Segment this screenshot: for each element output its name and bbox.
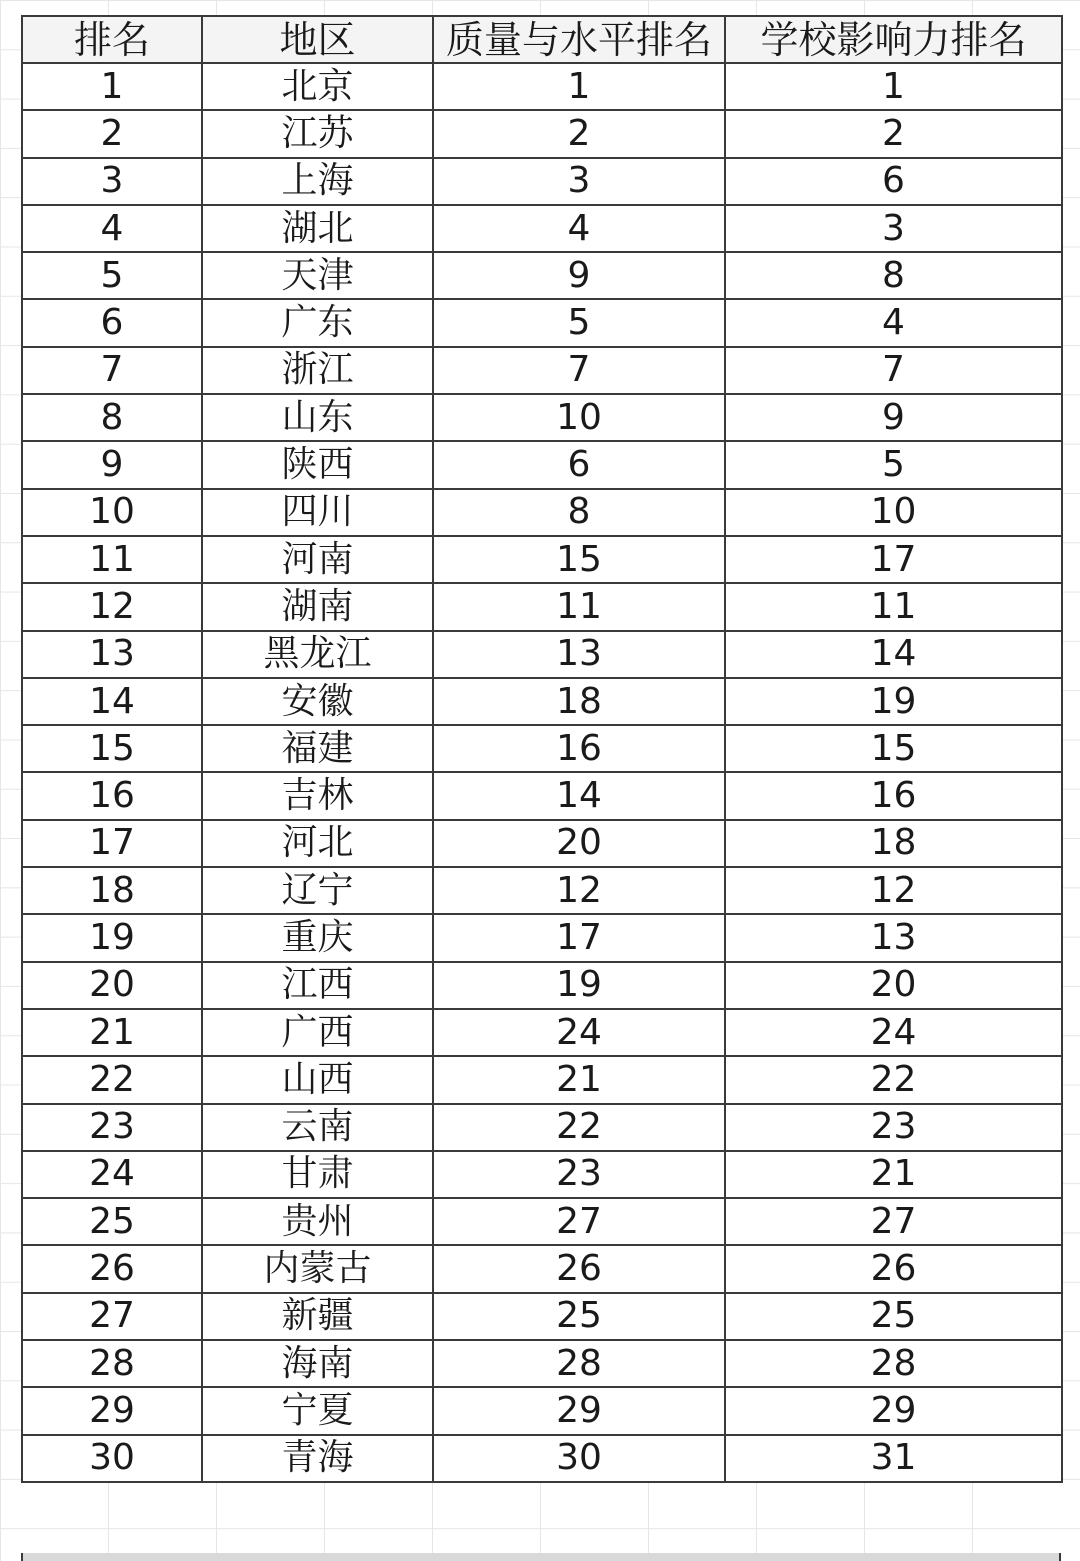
cell-influence-rank[interactable]: 4	[725, 299, 1062, 346]
table-row	[22, 631, 1062, 678]
cell-region[interactable]: 江西	[202, 962, 433, 1009]
table-row	[22, 1245, 1062, 1292]
cell-influence-rank[interactable]: 3	[725, 205, 1062, 252]
table-row	[22, 820, 1062, 867]
cell-influence-rank[interactable]: 21	[725, 1151, 1062, 1198]
cell-rank[interactable]: 30	[22, 1435, 202, 1482]
cell-influence-rank[interactable]: 22	[725, 1056, 1062, 1103]
cell-rank[interactable]: 22	[22, 1056, 202, 1103]
cell-rank[interactable]: 29	[22, 1387, 202, 1434]
table-row	[22, 725, 1062, 772]
cell-rank[interactable]: 13	[22, 631, 202, 678]
table-row	[22, 536, 1062, 583]
table-header	[22, 16, 1062, 63]
cell-rank[interactable]: 18	[22, 867, 202, 914]
cell-influence-rank[interactable]: 6	[725, 158, 1062, 205]
cell-quality-rank[interactable]: 21	[433, 1056, 725, 1103]
cell-region[interactable]: 新疆	[202, 1293, 433, 1340]
cell-influence-rank[interactable]: 29	[725, 1387, 1062, 1434]
cell-influence-rank[interactable]: 18	[725, 820, 1062, 867]
cell-quality-rank[interactable]: 26	[433, 1245, 725, 1292]
cell-influence-rank[interactable]: 27	[725, 1198, 1062, 1245]
cell-influence-rank[interactable]: 12	[725, 867, 1062, 914]
table-row	[22, 1056, 1062, 1103]
cell-region[interactable]: 湖南	[202, 583, 433, 630]
cell-quality-rank[interactable]: 6	[433, 441, 725, 488]
cell-quality-rank[interactable]: 4	[433, 205, 725, 252]
cell-region[interactable]: 浙江	[202, 347, 433, 394]
table-row	[22, 394, 1062, 441]
cell-quality-rank[interactable]: 17	[433, 914, 725, 961]
table-row	[22, 1009, 1062, 1056]
cell-influence-rank[interactable]: 1	[725, 63, 1062, 110]
cell-rank[interactable]: 21	[22, 1009, 202, 1056]
header-region[interactable]: 地区	[202, 16, 433, 63]
cell-rank[interactable]: 1	[22, 63, 202, 110]
cell-rank[interactable]: 2	[22, 110, 202, 157]
cell-region[interactable]: 广东	[202, 299, 433, 346]
cell-quality-rank[interactable]: 16	[433, 725, 725, 772]
cell-influence-rank[interactable]: 23	[725, 1104, 1062, 1151]
cell-rank[interactable]: 14	[22, 678, 202, 725]
cell-influence-rank[interactable]: 2	[725, 110, 1062, 157]
cell-region[interactable]: 陕西	[202, 441, 433, 488]
cell-influence-rank[interactable]: 24	[725, 1009, 1062, 1056]
cell-influence-rank[interactable]: 17	[725, 536, 1062, 583]
table-row	[22, 914, 1062, 961]
table-row	[22, 1435, 1062, 1482]
cell-quality-rank[interactable]: 20	[433, 820, 725, 867]
table-row	[22, 583, 1062, 630]
cell-quality-rank[interactable]: 22	[433, 1104, 725, 1151]
cell-quality-rank[interactable]: 11	[433, 583, 725, 630]
cell-rank[interactable]: 8	[22, 394, 202, 441]
cell-rank[interactable]: 10	[22, 489, 202, 536]
table-row	[22, 678, 1062, 725]
cell-rank[interactable]: 9	[22, 441, 202, 488]
cell-rank[interactable]: 26	[22, 1245, 202, 1292]
cell-region[interactable]: 广西	[202, 1009, 433, 1056]
cell-quality-rank[interactable]: 8	[433, 489, 725, 536]
cell-quality-rank[interactable]: 28	[433, 1340, 725, 1387]
table-row	[22, 252, 1062, 299]
cell-rank[interactable]: 27	[22, 1293, 202, 1340]
cell-rank[interactable]: 28	[22, 1340, 202, 1387]
cell-region[interactable]: 内蒙古	[202, 1245, 433, 1292]
cell-influence-rank[interactable]: 19	[725, 678, 1062, 725]
cell-influence-rank[interactable]: 8	[725, 252, 1062, 299]
table-row	[22, 205, 1062, 252]
table-row	[22, 489, 1062, 536]
cell-quality-rank[interactable]: 7	[433, 347, 725, 394]
table-row	[22, 867, 1062, 914]
cell-region[interactable]: 黑龙江	[202, 631, 433, 678]
cell-rank[interactable]: 4	[22, 205, 202, 252]
cell-rank[interactable]: 11	[22, 536, 202, 583]
header-quality-rank[interactable]: 质量与水平排名	[433, 16, 725, 63]
cell-region[interactable]: 青海	[202, 1435, 433, 1482]
cell-region[interactable]: 山东	[202, 394, 433, 441]
cell-rank[interactable]: 12	[22, 583, 202, 630]
cell-quality-rank[interactable]: 19	[433, 962, 725, 1009]
cell-region[interactable]: 宁夏	[202, 1387, 433, 1434]
cell-quality-rank[interactable]: 25	[433, 1293, 725, 1340]
cell-rank[interactable]: 23	[22, 1104, 202, 1151]
cell-quality-rank[interactable]: 10	[433, 394, 725, 441]
cell-rank[interactable]: 25	[22, 1198, 202, 1245]
table-row	[22, 299, 1062, 346]
cell-influence-rank[interactable]: 15	[725, 725, 1062, 772]
cell-rank[interactable]: 16	[22, 772, 202, 819]
cell-quality-rank[interactable]: 13	[433, 631, 725, 678]
cell-region[interactable]: 上海	[202, 158, 433, 205]
table-row	[22, 962, 1062, 1009]
cell-region[interactable]: 江苏	[202, 110, 433, 157]
table-row	[22, 158, 1062, 205]
header-rank[interactable]: 排名	[22, 16, 202, 63]
cell-rank[interactable]: 6	[22, 299, 202, 346]
table-row	[22, 347, 1062, 394]
cell-rank[interactable]: 5	[22, 252, 202, 299]
cell-quality-rank[interactable]: 15	[433, 536, 725, 583]
cell-influence-rank[interactable]: 28	[725, 1340, 1062, 1387]
cell-quality-rank[interactable]: 23	[433, 1151, 725, 1198]
cell-quality-rank[interactable]: 24	[433, 1009, 725, 1056]
cell-quality-rank[interactable]: 27	[433, 1198, 725, 1245]
cell-influence-rank[interactable]: 9	[725, 394, 1062, 441]
cell-quality-rank[interactable]: 30	[433, 1435, 725, 1482]
cell-quality-rank[interactable]: 2	[433, 110, 725, 157]
cell-region[interactable]: 福建	[202, 725, 433, 772]
cell-quality-rank[interactable]: 12	[433, 867, 725, 914]
table-row	[22, 441, 1062, 488]
next-row-strip	[21, 1553, 1061, 1561]
cell-quality-rank[interactable]: 29	[433, 1387, 725, 1434]
cell-influence-rank[interactable]: 13	[725, 914, 1062, 961]
cell-rank[interactable]: 20	[22, 962, 202, 1009]
cell-influence-rank[interactable]: 5	[725, 441, 1062, 488]
table-row	[22, 110, 1062, 157]
ranking-table	[21, 15, 1063, 1483]
cell-influence-rank[interactable]: 16	[725, 772, 1062, 819]
cell-quality-rank[interactable]: 18	[433, 678, 725, 725]
cell-quality-rank[interactable]: 14	[433, 772, 725, 819]
cell-influence-rank[interactable]: 25	[725, 1293, 1062, 1340]
table-row	[22, 1151, 1062, 1198]
cell-region[interactable]: 海南	[202, 1340, 433, 1387]
cell-rank[interactable]: 3	[22, 158, 202, 205]
header-row	[22, 16, 1062, 63]
cell-region[interactable]: 云南	[202, 1104, 433, 1151]
cell-rank[interactable]: 7	[22, 347, 202, 394]
table-row	[22, 63, 1062, 110]
cell-region[interactable]: 河北	[202, 820, 433, 867]
cell-region[interactable]: 天津	[202, 252, 433, 299]
spreadsheet-area	[21, 15, 1061, 1483]
cell-influence-rank[interactable]: 11	[725, 583, 1062, 630]
table-row	[22, 772, 1062, 819]
table-row	[22, 1198, 1062, 1245]
cell-region[interactable]: 湖北	[202, 205, 433, 252]
table-row	[22, 1340, 1062, 1387]
cell-rank[interactable]: 24	[22, 1151, 202, 1198]
cell-region[interactable]: 安徽	[202, 678, 433, 725]
table-row	[22, 1104, 1062, 1151]
cell-quality-rank[interactable]: 1	[433, 63, 725, 110]
cell-influence-rank[interactable]: 7	[725, 347, 1062, 394]
cell-region[interactable]: 四川	[202, 489, 433, 536]
table-row	[22, 1293, 1062, 1340]
cell-region[interactable]: 吉林	[202, 772, 433, 819]
cell-influence-rank[interactable]: 26	[725, 1245, 1062, 1292]
cell-influence-rank[interactable]: 31	[725, 1435, 1062, 1482]
cell-quality-rank[interactable]: 3	[433, 158, 725, 205]
cell-influence-rank[interactable]: 20	[725, 962, 1062, 1009]
cell-region[interactable]: 重庆	[202, 914, 433, 961]
cell-region[interactable]: 北京	[202, 63, 433, 110]
cell-rank[interactable]: 15	[22, 725, 202, 772]
cell-rank[interactable]: 17	[22, 820, 202, 867]
cell-quality-rank[interactable]: 9	[433, 252, 725, 299]
table-body	[22, 63, 1062, 1482]
cell-region[interactable]: 辽宁	[202, 867, 433, 914]
cell-influence-rank[interactable]: 14	[725, 631, 1062, 678]
cell-influence-rank[interactable]: 10	[725, 489, 1062, 536]
cell-region[interactable]: 甘肃	[202, 1151, 433, 1198]
cell-region[interactable]: 山西	[202, 1056, 433, 1103]
header-influence-rank[interactable]: 学校影响力排名	[725, 16, 1062, 63]
cell-region[interactable]: 河南	[202, 536, 433, 583]
cell-quality-rank[interactable]: 5	[433, 299, 725, 346]
cell-region[interactable]: 贵州	[202, 1198, 433, 1245]
cell-rank[interactable]: 19	[22, 914, 202, 961]
table-row	[22, 1387, 1062, 1434]
